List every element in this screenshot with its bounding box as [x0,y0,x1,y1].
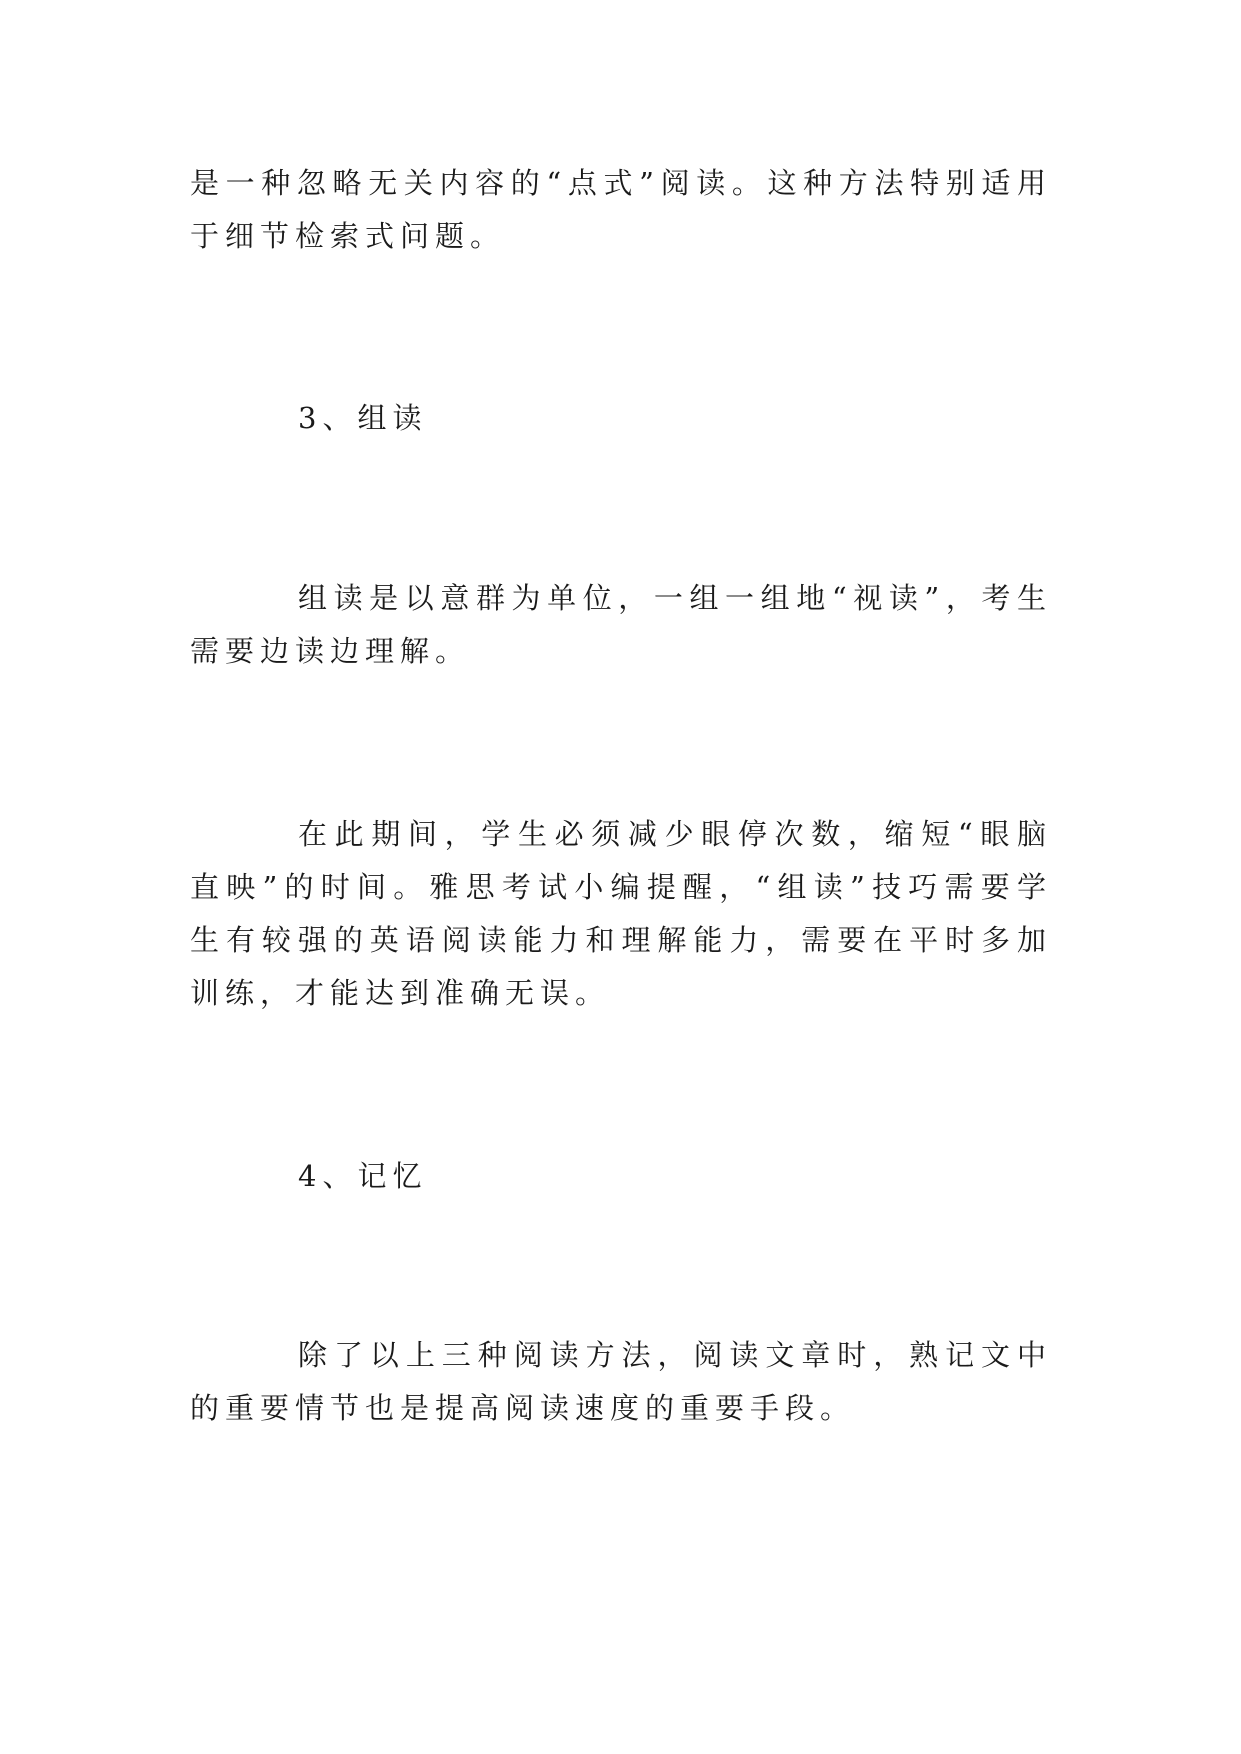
paragraph-group-reading-tips: 在此期间，学生必须减少眼停次数，缩短“眼脑直映”的时间。雅思考试小编提醒，“组读”技巧需要学生有较强的英语阅读能力和理解能力，需要在平时多加训练，才能达到准确无误。 [190,817,1052,1010]
paragraph-point-reading-end: 是一种忽略无关内容的“点式”阅读。这种方法特别适用于细节检索式问题。 [190,166,1052,253]
paragraph-group-reading-definition: 组读是以意群为单位，一组一组地“视读”，考生需要边读边理解。 [190,581,1052,668]
section-heading-memory: 4、记忆 [298,1159,428,1193]
paragraph-memory-description: 除了以上三种阅读方法，阅读文章时，熟记文中的重要情节也是提高阅读速度的重要手段。 [190,1338,1052,1425]
section-heading-group-reading: 3、组读 [298,401,428,435]
